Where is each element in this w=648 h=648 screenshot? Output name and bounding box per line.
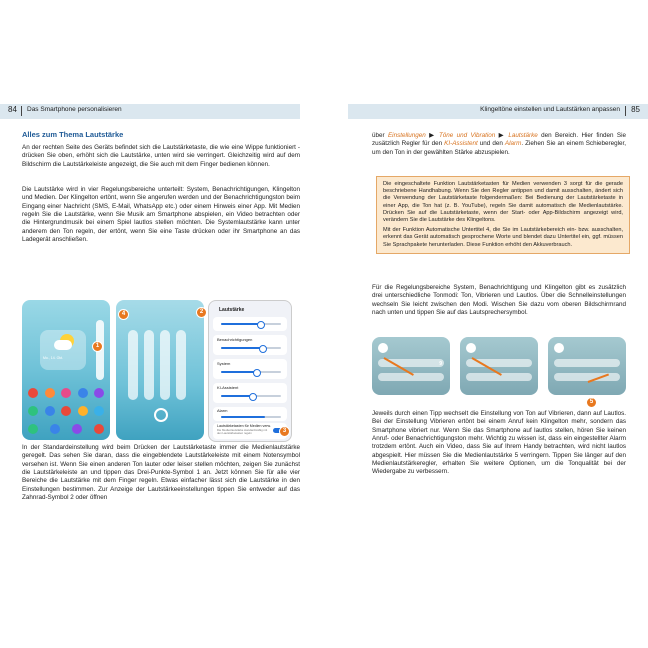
text-run: . Ziehen Sie an einem Schieberegler, um den Ton in der gewählten Stärke abzuspielen. [372,140,626,156]
sound-vibration-link[interactable]: Töne und Vibration [438,132,496,139]
settings-phone [208,300,292,442]
marker-2: 2 [196,307,207,318]
settings-title: Lautstärke [219,307,245,313]
date-label: Mo., 14. Okt. [43,356,64,360]
settings-row-label: System [217,361,231,366]
volume-slider-system[interactable] [128,330,138,400]
camera-app-icon[interactable] [94,424,104,434]
text-run: den Bereich. Hier finden Sie zusätzlich Regler für den [372,132,626,148]
marker-3: 3 [279,426,290,437]
qs-bar[interactable] [554,373,620,381]
app-icon[interactable] [28,406,38,416]
app-icons-row-1 [28,388,104,400]
header-title: Das Smartphone personalisieren [27,106,122,113]
volume-slider-notifications[interactable] [160,330,170,400]
settings-row [213,407,287,421]
weather-widget [40,330,86,370]
right-page [326,104,648,534]
settings-gear-icon[interactable] [154,408,168,422]
app-icon[interactable] [94,406,104,416]
settings-row [213,317,287,331]
app-icon[interactable] [94,388,104,398]
app-icons-row-2 [28,406,104,418]
phone-app-icon[interactable] [28,424,38,434]
qs-value: 9 [439,361,442,367]
page-number: 85 [631,105,640,114]
app-icon[interactable] [28,388,38,398]
ki-assistent-link[interactable]: KI-Assistent [444,140,478,148]
media-keys-label: Lautstärketasten für Medien verw. [217,424,271,428]
quick-settings-mute [548,337,626,395]
tip-box [376,176,630,254]
app-icon[interactable] [61,406,71,416]
app-icon[interactable] [45,388,55,398]
text-run: ▶ [425,132,439,139]
marker-4: 4 [118,309,129,320]
settings-row [213,359,287,379]
speaker-icon[interactable] [378,343,388,353]
settings-row-label: KI-Assistent [217,385,239,390]
tip-para-1: Die eingeschaltete Funktion Lautstärketasten für Medien verwenden 3 sorgt für die gerade beschriebene Handhabung. Wenn Sie den Regler antippen und damit ausschalten, ändert sich die Verwendung der Lautstärketaste folgendermaßen: Bei Bedienung der Lautstärketaste in einer App, die Ton hat (z. B. YouTube), regeln Sie damit automatisch die Medienlautstärke. Drücken Sie auf die Lautstärketaste, wenn der Start- oder App-Bildschirm angezeigt wird, verändern Sie die Lautstärke des Klingeltons. [383,181,623,224]
volume-slider-ringtone[interactable] [144,330,154,400]
settings-link[interactable]: Einstellungen [387,132,426,139]
text-run: ▶ [495,132,509,139]
right-para-2: Für die Regelungsbereiche System, Benachrichtigung und Klingelton gibt es zusätzlich drei unterschiedliche Tonmodi: Ton, Vibrieren und Lautlos. Über die Schnelleinstellungen wechseln Sie leicht zwischen den Modi. Wischen Sie dazu vom oberen Bildschirmrand nach unten und tippen Sie auf das Lautsprechersymbol. [372,284,626,317]
volume-slider-media[interactable] [176,330,186,400]
left-page [0,104,322,534]
messages-app-icon[interactable] [50,424,60,434]
vibrate-icon[interactable] [466,343,476,353]
text-run: über [372,132,388,139]
browser-app-icon[interactable] [72,424,82,434]
settings-row [213,383,287,403]
page-number: 84 [8,105,17,114]
figure-phones [22,300,302,440]
header-separator [625,106,626,116]
text-run: und den [477,140,505,148]
header-separator [21,106,22,116]
section-heading: Alles zum Thema Lautstärke [22,130,124,139]
settings-row-label: Benachrichtigungen [217,337,253,342]
settings-row-label: Alarm [217,408,228,413]
marker-5: 5 [586,397,597,408]
left-para-2: Die Lautstärke wird in vier Regelungsbereiche unterteilt: System, Benachrichtigungen, Klingelton und Medien. Der Klingelton ertönt, wenn Sie angerufen werden und der Benachrichtigungston beim Eingang einer Nachricht (SMS, E-Mail, WhatsApp etc.) oder einem Hinweis einer App. Mit Medien regeln Sie die Lautstärke, wenn Sie Musik am Smartphone abspielen, ein Video betrachten oder die Hintergrundmusik bei einem Spiel lautlos stellen möchten. Die Systemlautstärke kann unter anderem den Ton regeln, der ertönt, wenn Sie eine Taste drücken oder ihr Smartphone an das Ladegerät anschließen. [22,186,300,244]
expanded-volume-phone [116,300,204,440]
app-icon[interactable] [78,388,88,398]
dock [28,424,104,436]
cloud-icon [54,340,72,350]
right-para-1 [372,132,626,157]
app-icon[interactable] [78,406,88,416]
media-keys-sublabel: Die Medienlautstärke standardmäßig mit den Lautstärketasten regeln [217,428,268,436]
quick-settings-figure [372,337,626,407]
quick-settings-vibrate [460,337,538,395]
right-para-3: Jeweils durch einen Tipp wechselt die Einstellung von Ton auf Vibrieren, dann auf Lautlos. Bei der Einstellung Vibrieren ertönt bei einem Anruf kein Klingelton mehr, sondern das Smartphone vibriert nur. Wenn Sie das Smartphone auf lautlos stellen, hören Sie keinen Anruf- oder Benachrichtigungston mehr. Wichtig zu wissen ist, dass ein eingestellter Alarm trotzdem ertönt. Auch ein Video, dass Sie auf Ihrem Handy betrachten, wird nicht lautlos abgespielt. Hier müssen Sie die Medienlautstärke 5 verringern. Tippen Sie länger auf den Medienlautstärkeregler, erhalten Sie weitere Optionen, um die Tonqualität bei der Wiedergabe zu verbessern. [372,410,626,476]
left-para-1: An der rechten Seite des Geräts befindet sich die Lautstärketaste, die wie eine Wippe funktioniert - drücken Sie oben, erhöht sich die Lautstärke, unten wird sie verringert. Gleichzeitig wird auf dem Bildschirm die Lautstärkeleiste angezeigt, die Sie auch mit dem Finger bedienen können. [22,144,300,168]
quick-settings-sound [372,337,450,395]
header-title: Klingeltöne einstellen und Lautstärken anpassen [480,106,620,113]
left-header-bar [0,104,300,119]
marker-1: 1 [92,341,103,352]
home-screen-phone [22,300,110,440]
qs-bar[interactable] [554,359,620,367]
app-icon[interactable] [45,406,55,416]
left-para-3: In der Standardeinstellung wird beim Drücken der Lautstärketaste immer die Medienlautstärke geregelt. Das sehen Sie daran, dass die eingeblendete Lautstärkeleiste mit einem Notensymbol versehen ist. Wenn Sie einen anderen Ton lauter oder leiser stellen möchten, zeigen Sie zunächst die Lautstärkeleiste an und tippen das Drei-Punkte-Symbol 1 an. Jetzt können Sie für alle vier Bereiche die Lautstärke mit dem Finger regeln. Etwas einfacher lässt sich die Lautstärke in den Einstellungen bestimmen. Zur Anzeige der Lautstärkeeinstellungen tippen Sie entweder auf das Zahnrad-Symbol 2 oder öffnen [22,444,300,502]
settings-row [213,335,287,355]
mute-icon[interactable] [554,343,564,353]
volume-link[interactable]: Lautstärke [508,132,538,139]
app-icon[interactable] [61,388,71,398]
right-header-bar [348,104,648,119]
alarm-link[interactable]: Alarm [504,140,522,148]
tip-para-2: Mit der Funktion Automatische Untertitel 4, die Sie im Lautstärkebereich ein- bzw. ausschalten, erkennt das Gerät automatisch gesprochene Worte und blendet dazu Untertitel ein, ggf. müssen Sie Sprachpakete herunterladen. Diese Funktion erhöht den Akkuverbrauch. [383,227,623,248]
media-keys-toggle-row[interactable] [213,423,287,439]
